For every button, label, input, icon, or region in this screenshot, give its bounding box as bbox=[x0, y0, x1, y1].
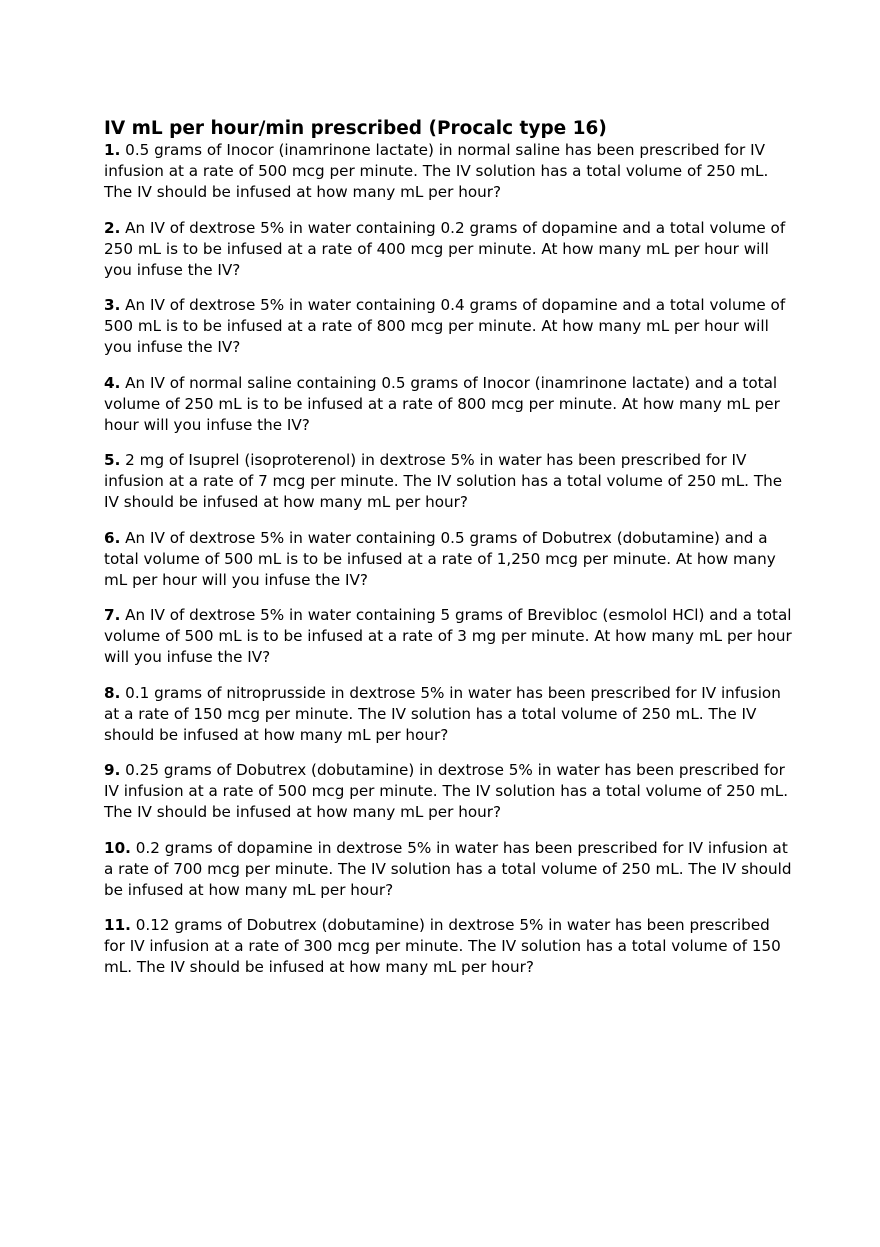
question-item bbox=[104, 218, 794, 281]
question-text: 0.25 grams of Dobutrex (dobutamine) in dextrose 5% in water has been prescribed for IV infusion at a rate of 500 mcg per minute. The IV solution has a total volume of 250 mL. The IV should be infused at how many mL per hour? bbox=[104, 761, 789, 821]
question-item bbox=[104, 450, 794, 513]
question-text: 0.1 grams of nitroprusside in dextrose 5% in water has been prescribed for IV infusion at a rate of 150 mcg per minute. The IV solution has a total volume of 250 mL. The IV should be infused at how many mL per hour? bbox=[104, 683, 781, 744]
question-item bbox=[104, 683, 794, 746]
question-item bbox=[104, 373, 794, 436]
question-list bbox=[104, 140, 794, 978]
question-number: 1. bbox=[104, 141, 121, 159]
question-item bbox=[104, 915, 794, 978]
question-item bbox=[104, 605, 794, 668]
question-text: An IV of dextrose 5% in water containing 5 grams of Brevibloc (esmolol HCl) and a total volume of 500 mL is to be infused at a rate of 3 mg per minute. At how many mL per hour will you infuse the IV? bbox=[104, 606, 792, 666]
question-number: 4. bbox=[104, 373, 121, 392]
question-number: 8. bbox=[104, 683, 121, 702]
question-number: 7. bbox=[104, 606, 121, 624]
question-number: 10. bbox=[104, 838, 131, 857]
question-item bbox=[104, 295, 794, 358]
question-text: An IV of dextrose 5% in water containing 0.4 grams of dopamine and a total volume of 500 mL is to be infused at a rate of 800 mcg per minute. At how many mL per hour will you infuse the IV? bbox=[104, 296, 786, 356]
question-text: An IV of dextrose 5% in water containing 0.5 grams of Dobutrex (dobutamine) and a total volume of 500 mL is to be infused at a rate of 1,250 mcg per minute. At how many mL per hour will you infuse the IV? bbox=[104, 528, 776, 589]
question-number: 6. bbox=[104, 528, 121, 547]
question-number: 3. bbox=[104, 296, 121, 314]
question-text: 0.5 grams of Inocor (inamrinone lactate) in normal saline has been prescribed for IV infusion at a rate of 500 mcg per minute. The IV solution has a total volume of 250 mL. The IV should be infused at how many mL per hour? bbox=[104, 141, 769, 201]
question-item bbox=[104, 528, 794, 591]
question-text: 2 mg of Isuprel (isoproterenol) in dextrose 5% in water has been prescribed for IV infusion at a rate of 7 mcg per minute. The IV solution has a total volume of 250 mL. The IV should be infused at how many mL per hour? bbox=[104, 451, 783, 511]
document-page bbox=[104, 118, 794, 993]
question-text: 0.2 grams of dopamine in dextrose 5% in water has been prescribed for IV infusion at a rate of 700 mcg per minute. The IV solution has a total volume of 250 mL. The IV should be infused at how many mL per hour? bbox=[104, 838, 792, 899]
question-number: 2. bbox=[104, 218, 121, 237]
question-item bbox=[104, 760, 794, 823]
question-number: 11. bbox=[104, 916, 131, 934]
question-item bbox=[104, 838, 794, 901]
question-item bbox=[104, 140, 794, 203]
question-text: An IV of dextrose 5% in water containing 0.2 grams of dopamine and a total volume of 250 mL is to be infused at a rate of 400 mcg per minute. At how many mL per hour will you infuse the IV? bbox=[104, 218, 786, 279]
page-title: IV mL per hour/min prescribed (Procalc type 16) bbox=[104, 118, 607, 139]
question-number: 9. bbox=[104, 761, 121, 779]
question-number: 5. bbox=[104, 451, 121, 469]
question-text: An IV of normal saline containing 0.5 grams of Inocor (inamrinone lactate) and a total volume of 250 mL is to be infused at a rate of 800 mcg per minute. At how many mL per hour will you infuse the IV? bbox=[104, 373, 780, 434]
question-text: 0.12 grams of Dobutrex (dobutamine) in dextrose 5% in water has been prescribed for IV infusion at a rate of 300 mcg per minute. The IV solution has a total volume of 150 mL. The IV should be infused at how many mL per hour? bbox=[104, 916, 781, 976]
